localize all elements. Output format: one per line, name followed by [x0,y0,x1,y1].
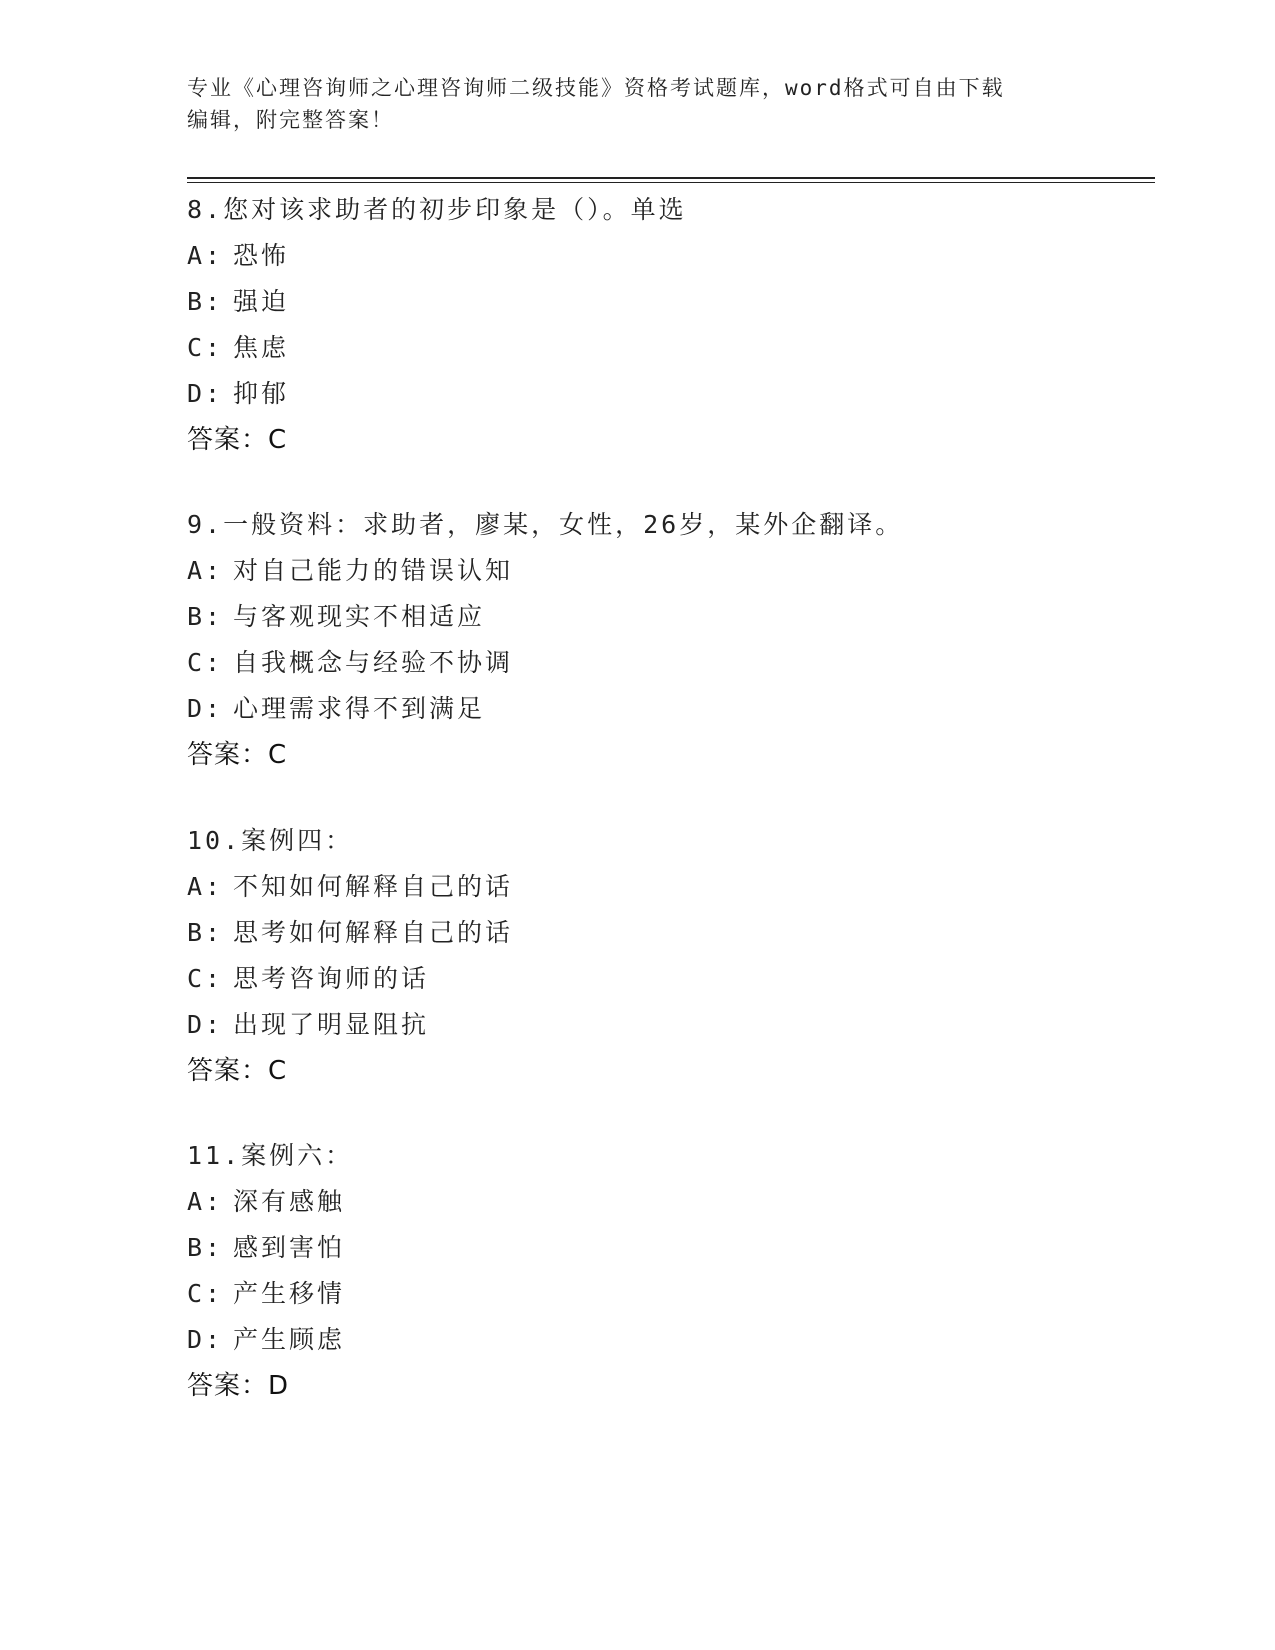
option-d [187,1002,1147,1048]
option-text: 自我概念与经验不协调 [233,648,514,677]
option-text: 焦虑 [233,333,290,362]
option-c [187,956,1147,1002]
option-label: C: [187,1279,224,1308]
option-b [187,1225,1147,1271]
header-divider-thick [187,177,1155,179]
option-b [187,910,1147,956]
option-label: B: [187,918,224,947]
option-text: 思考如何解释自己的话 [233,918,514,947]
option-text: 深有感触 [233,1187,346,1216]
option-text: 出现了明显阻抗 [233,1010,430,1039]
option-c [187,1271,1147,1317]
option-text: 抑郁 [233,379,290,408]
option-text: 强迫 [233,287,290,316]
option-a [187,864,1147,910]
answer-line: 答案：C [187,740,288,770]
question-9 [187,502,1147,778]
option-d [187,1317,1147,1363]
option-c [187,640,1147,686]
option-label: A: [187,872,224,901]
question-stem: 11.案例六： [187,1141,354,1170]
answer-line: 答案：C [187,1056,288,1086]
option-label: D: [187,694,224,723]
answer-line: 答案：C [187,425,288,455]
option-text: 不知如何解释自己的话 [233,872,514,901]
option-b [187,594,1147,640]
option-label: A: [187,241,224,270]
option-label: C: [187,648,224,677]
option-a [187,233,1147,279]
document-header [187,72,1087,136]
option-text: 恐怖 [233,241,290,270]
option-c [187,325,1147,371]
question-10 [187,818,1147,1094]
option-text: 思考咨询师的话 [233,964,430,993]
option-label: B: [187,1233,224,1262]
option-d [187,686,1147,732]
question-11 [187,1133,1147,1409]
header-line-1: 专业《心理咨询师之心理咨询师二级技能》资格考试题库，word格式可自由下载 [187,76,1005,100]
header-line-2: 编辑，附完整答案！ [187,108,394,132]
question-8 [187,187,1147,463]
option-label: C: [187,333,224,362]
option-text: 产生顾虑 [233,1325,346,1354]
question-stem: 10.案例四： [187,826,354,855]
option-label: A: [187,1187,224,1216]
option-label: D: [187,1325,224,1354]
header-divider-thin [187,182,1155,183]
option-label: D: [187,379,224,408]
option-label: A: [187,556,224,585]
option-b [187,279,1147,325]
option-d [187,371,1147,417]
option-label: B: [187,287,224,316]
option-label: D: [187,1010,224,1039]
option-text: 感到害怕 [233,1233,346,1262]
answer-line: 答案：D [187,1371,290,1401]
option-text: 与客观现实不相适应 [233,602,486,631]
option-label: B: [187,602,224,631]
option-a [187,1179,1147,1225]
option-text: 产生移情 [233,1279,346,1308]
question-stem: 9.一般资料：求助者，廖某，女性，26岁，某外企翻译。 [187,510,904,539]
option-label: C: [187,964,224,993]
option-text: 心理需求得不到满足 [233,694,486,723]
question-stem: 8.您对该求助者的初步印象是（）。单选 [187,195,687,224]
option-a [187,548,1147,594]
option-text: 对自己能力的错误认知 [233,556,514,585]
